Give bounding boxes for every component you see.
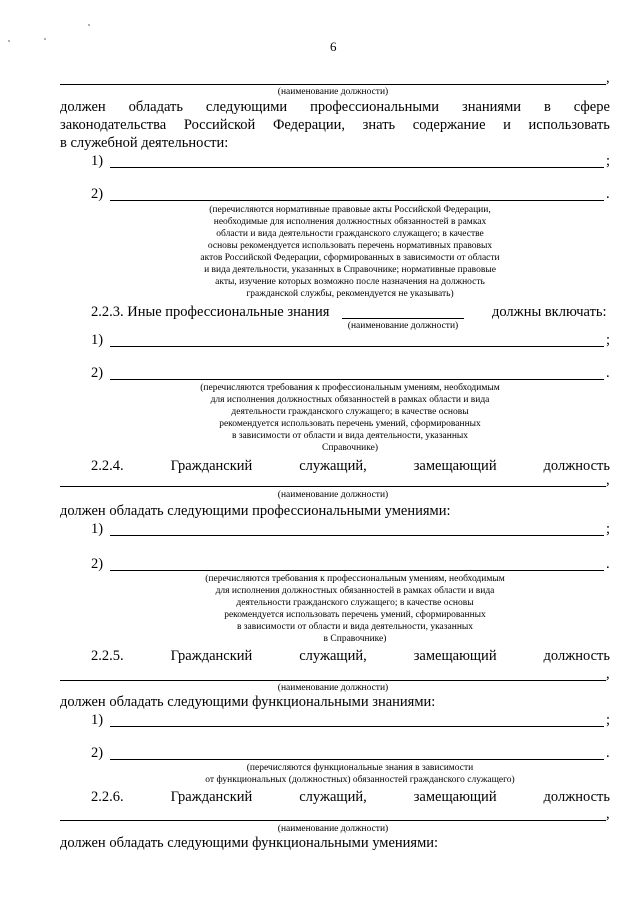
list-item-number: 2) (91, 365, 104, 381)
list-item-number: 2) (91, 186, 104, 202)
line-end-semicolon: ; (606, 712, 611, 728)
section-heading-2-2-3: 2.2.3. Иные профессиональные знания (91, 304, 330, 320)
fill-in-line[interactable] (110, 379, 604, 380)
position-name-line (60, 84, 606, 85)
line-end-period: . (606, 745, 610, 761)
paragraph-line: должен обладать следующими функциональными умениями: (60, 835, 439, 851)
list-item-number: 2) (91, 556, 104, 572)
fill-in-line[interactable] (110, 535, 604, 536)
list-item-number: 1) (91, 712, 104, 728)
position-name-line[interactable] (60, 820, 606, 821)
line-end-period: . (606, 556, 610, 572)
fill-in-line[interactable] (110, 726, 604, 727)
line-caption: (наименование должности) (277, 824, 389, 834)
line-end-period: . (606, 186, 610, 202)
position-name-line[interactable] (60, 486, 606, 487)
line-caption: (наименование должности) (277, 490, 389, 500)
page-number: 6 (330, 39, 337, 54)
section-heading-2-2-6: 2.2.6. Гражданский служащий, замещающий должность (91, 789, 610, 805)
list-item-number: 1) (91, 521, 104, 537)
line-caption: (наименование должности) (277, 683, 389, 693)
line-end-period: . (606, 365, 610, 381)
explanatory-note: (перечисляются требования к профессиональным умениям, необходимым для исполнения должностных обязанностей в рамках области и вида деятельности гражданского служащего; в качестве основы рекомендуется использовать перечень умений, сформированных в зависимости от области и вида деятельности, указанных Справочнике) (200, 383, 500, 453)
paragraph-line: должен обладать следующими профессиональными умениями: (60, 503, 451, 519)
fill-in-line[interactable] (110, 570, 604, 571)
scan-speck (8, 40, 10, 42)
fill-in-line[interactable] (110, 200, 604, 201)
section-heading-2-2-4: 2.2.4. Гражданский служащий, замещающий должность (91, 458, 610, 474)
list-item-number: 1) (91, 153, 104, 169)
position-name-line[interactable] (60, 680, 606, 681)
line-caption: (наименование должности) (347, 321, 459, 331)
paragraph-line: должен обладать следующими функциональными знаниями: (60, 694, 436, 710)
explanatory-note: (перечисляются нормативные правовые акты Российской Федерации, необходимые для исполнения должностных обязанностей в рамках области и вида деятельности гражданского служащего; в качестве основы рекомендуется использовать перечень нормативных правовых актов Российской Федерации, сформированных в зависимости от области и вида деятельности, указанных в Справочнике; нормативные правовые акты, изучение которых возможно после назначения на должность гражданской службы, рекомендуется не указывать) (200, 205, 500, 299)
scan-speck (44, 38, 46, 40)
paragraph-line-3: в служебной деятельности: (60, 135, 229, 151)
line-end-comma: , (606, 806, 610, 822)
line-end-comma: , (606, 70, 610, 86)
line-caption: (наименование должности) (277, 87, 389, 97)
section-heading-2-2-5: 2.2.5. Гражданский служащий, замещающий должность (91, 648, 610, 664)
line-end-semicolon: ; (606, 153, 611, 169)
line-end-semicolon: ; (606, 332, 611, 348)
list-item-number: 2) (91, 745, 104, 761)
explanatory-note: (перечисляются требования к профессиональным умениям, необходимым для исполнения должностных обязанностей в рамках области и вида деятельности гражданского служащего; в качестве основы рекомендуется использовать перечень умений, сформированных в зависимости от области и вида деятельности, указанных в Справочнике) (205, 574, 505, 644)
section-heading-tail: должны включать: (492, 304, 607, 320)
fill-in-line[interactable] (110, 346, 604, 347)
fill-in-line[interactable] (110, 759, 604, 760)
list-item-number: 1) (91, 332, 104, 348)
paragraph-line-1: должен обладать следующими профессиональными знаниями в сфере (60, 99, 610, 115)
line-end-comma: , (606, 666, 610, 682)
fill-in-line[interactable] (110, 167, 604, 168)
line-end-semicolon: ; (606, 521, 611, 537)
scan-speck (88, 24, 90, 26)
paragraph-line-2: законодательства Российской Федерации, знать содержание и использовать (60, 117, 610, 133)
line-end-comma: , (606, 472, 610, 488)
explanatory-note: (перечисляются функциональные знания в зависимости от функциональных (должностных) обязанностей гражданского служащего) (205, 763, 515, 785)
position-name-line[interactable] (342, 318, 464, 319)
